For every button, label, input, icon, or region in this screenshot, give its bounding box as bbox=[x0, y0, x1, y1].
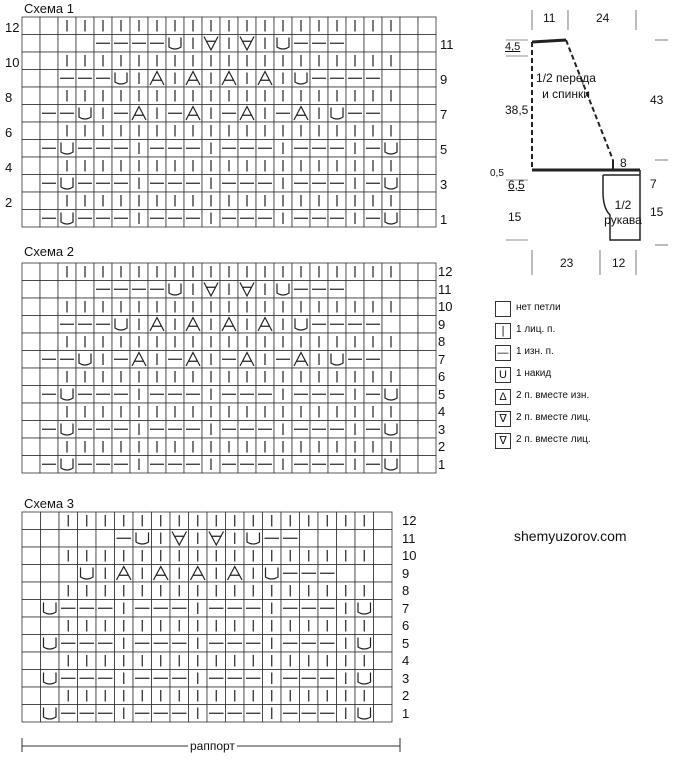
k2tog-right-icon: ∇ bbox=[495, 433, 511, 449]
dim-armhole-step: 8 bbox=[620, 156, 627, 170]
dim-total-height: 43 bbox=[650, 93, 664, 107]
legend-label: 2 п. вместе лиц. bbox=[516, 434, 591, 445]
scheme1-right-row-number: 9 bbox=[440, 72, 448, 87]
scheme2-row-number: 8 bbox=[438, 334, 446, 349]
legend-label: 2 п. вместе лиц. bbox=[516, 412, 591, 423]
scheme1-right-row-number: 7 bbox=[440, 107, 448, 122]
scheme2-row-number: 12 bbox=[438, 264, 453, 279]
dim-top-24: 24 bbox=[596, 11, 610, 25]
dim-bottom-12: 12 bbox=[612, 256, 626, 270]
legend-label: 2 п. вместе изн. bbox=[516, 390, 590, 401]
scheme1-title: Схема 1 bbox=[24, 1, 74, 16]
scheme2-row-number: 4 bbox=[438, 404, 446, 419]
scheme1-left-row-number: 10 bbox=[5, 55, 20, 70]
dim-sleeve-left: 15 bbox=[508, 210, 522, 224]
scheme2-row-number: 7 bbox=[438, 351, 446, 367]
website-label: shemyuzorov.com bbox=[514, 528, 627, 544]
legend-label: нет петли bbox=[516, 302, 561, 313]
scheme1-right-row-number: 5 bbox=[440, 142, 448, 157]
scheme3-row-number: 3 bbox=[402, 670, 410, 686]
scheme2-row-number: 3 bbox=[438, 421, 446, 437]
dim-shoulder: 4,5 bbox=[505, 41, 521, 53]
legend-label: 1 лиц. п. bbox=[516, 324, 556, 335]
scheme3-row-number: 4 bbox=[402, 653, 410, 668]
knit-stitch-icon: | bbox=[495, 323, 511, 339]
dim-sleeve-cuff: 7 bbox=[650, 177, 657, 191]
scheme2-row-number: 10 bbox=[438, 299, 453, 314]
scheme3-row-number: 12 bbox=[402, 513, 417, 528]
dim-top-11: 11 bbox=[543, 11, 556, 25]
front-back-label: 1/2 переда и спинки bbox=[536, 71, 596, 101]
legend-label: 1 изн. п. bbox=[516, 346, 554, 357]
scheme2-row-number: 6 bbox=[438, 369, 446, 384]
purl-stitch-icon: — bbox=[495, 345, 511, 361]
sleeve-label: 1/2 рукава bbox=[604, 198, 642, 227]
scheme2-title: Схема 2 bbox=[24, 244, 74, 259]
scheme1-left-row-number: 4 bbox=[5, 160, 13, 175]
scheme3-row-number: 9 bbox=[402, 565, 410, 581]
scheme1-left-row-number: 8 bbox=[5, 90, 13, 105]
scheme3-row-number: 11 bbox=[402, 530, 416, 546]
scheme3-title: Схема 3 bbox=[24, 496, 74, 511]
repeat-label: раппорт bbox=[190, 739, 235, 753]
dim-small-step: 0,5 bbox=[490, 168, 504, 179]
dim-sleeve-top: 6,5 bbox=[508, 178, 525, 192]
scheme1-left-row-number: 12 bbox=[5, 20, 20, 35]
scheme1-left-row-number: 2 bbox=[5, 195, 13, 210]
yarn-over-icon: U bbox=[495, 367, 511, 383]
legend-label: 1 накид bbox=[516, 368, 552, 379]
scheme2-row-number: 9 bbox=[438, 316, 446, 332]
scheme3-row-number: 10 bbox=[402, 548, 417, 563]
k2tog-left-icon: ∇ bbox=[495, 411, 511, 427]
dim-front-height: 38,5 bbox=[505, 103, 529, 117]
dim-sleeve-right: 15 bbox=[650, 205, 664, 219]
scheme2-row-number: 1 bbox=[438, 456, 446, 472]
scheme3-row-number: 6 bbox=[402, 618, 410, 633]
scheme1-left-row-number: 6 bbox=[5, 125, 13, 140]
scheme2-row-number: 2 bbox=[438, 439, 446, 454]
scheme1-right-row-number: 3 bbox=[440, 177, 448, 192]
k2tog-purl-icon: Δ bbox=[495, 389, 511, 405]
scheme2-row-number: 11 bbox=[438, 281, 452, 297]
scheme3-row-number: 1 bbox=[402, 705, 410, 721]
scheme3-row-number: 2 bbox=[402, 688, 410, 703]
scheme1-right-row-number: 1 bbox=[440, 212, 448, 227]
dim-bottom-23: 23 bbox=[560, 256, 574, 270]
scheme3-row-number: 8 bbox=[402, 583, 410, 598]
scheme3-row-number: 7 bbox=[402, 600, 410, 616]
scheme1-right-row-number: 11 bbox=[440, 37, 454, 52]
scheme2-row-number: 5 bbox=[438, 386, 446, 402]
scheme3-row-number: 5 bbox=[402, 635, 410, 651]
